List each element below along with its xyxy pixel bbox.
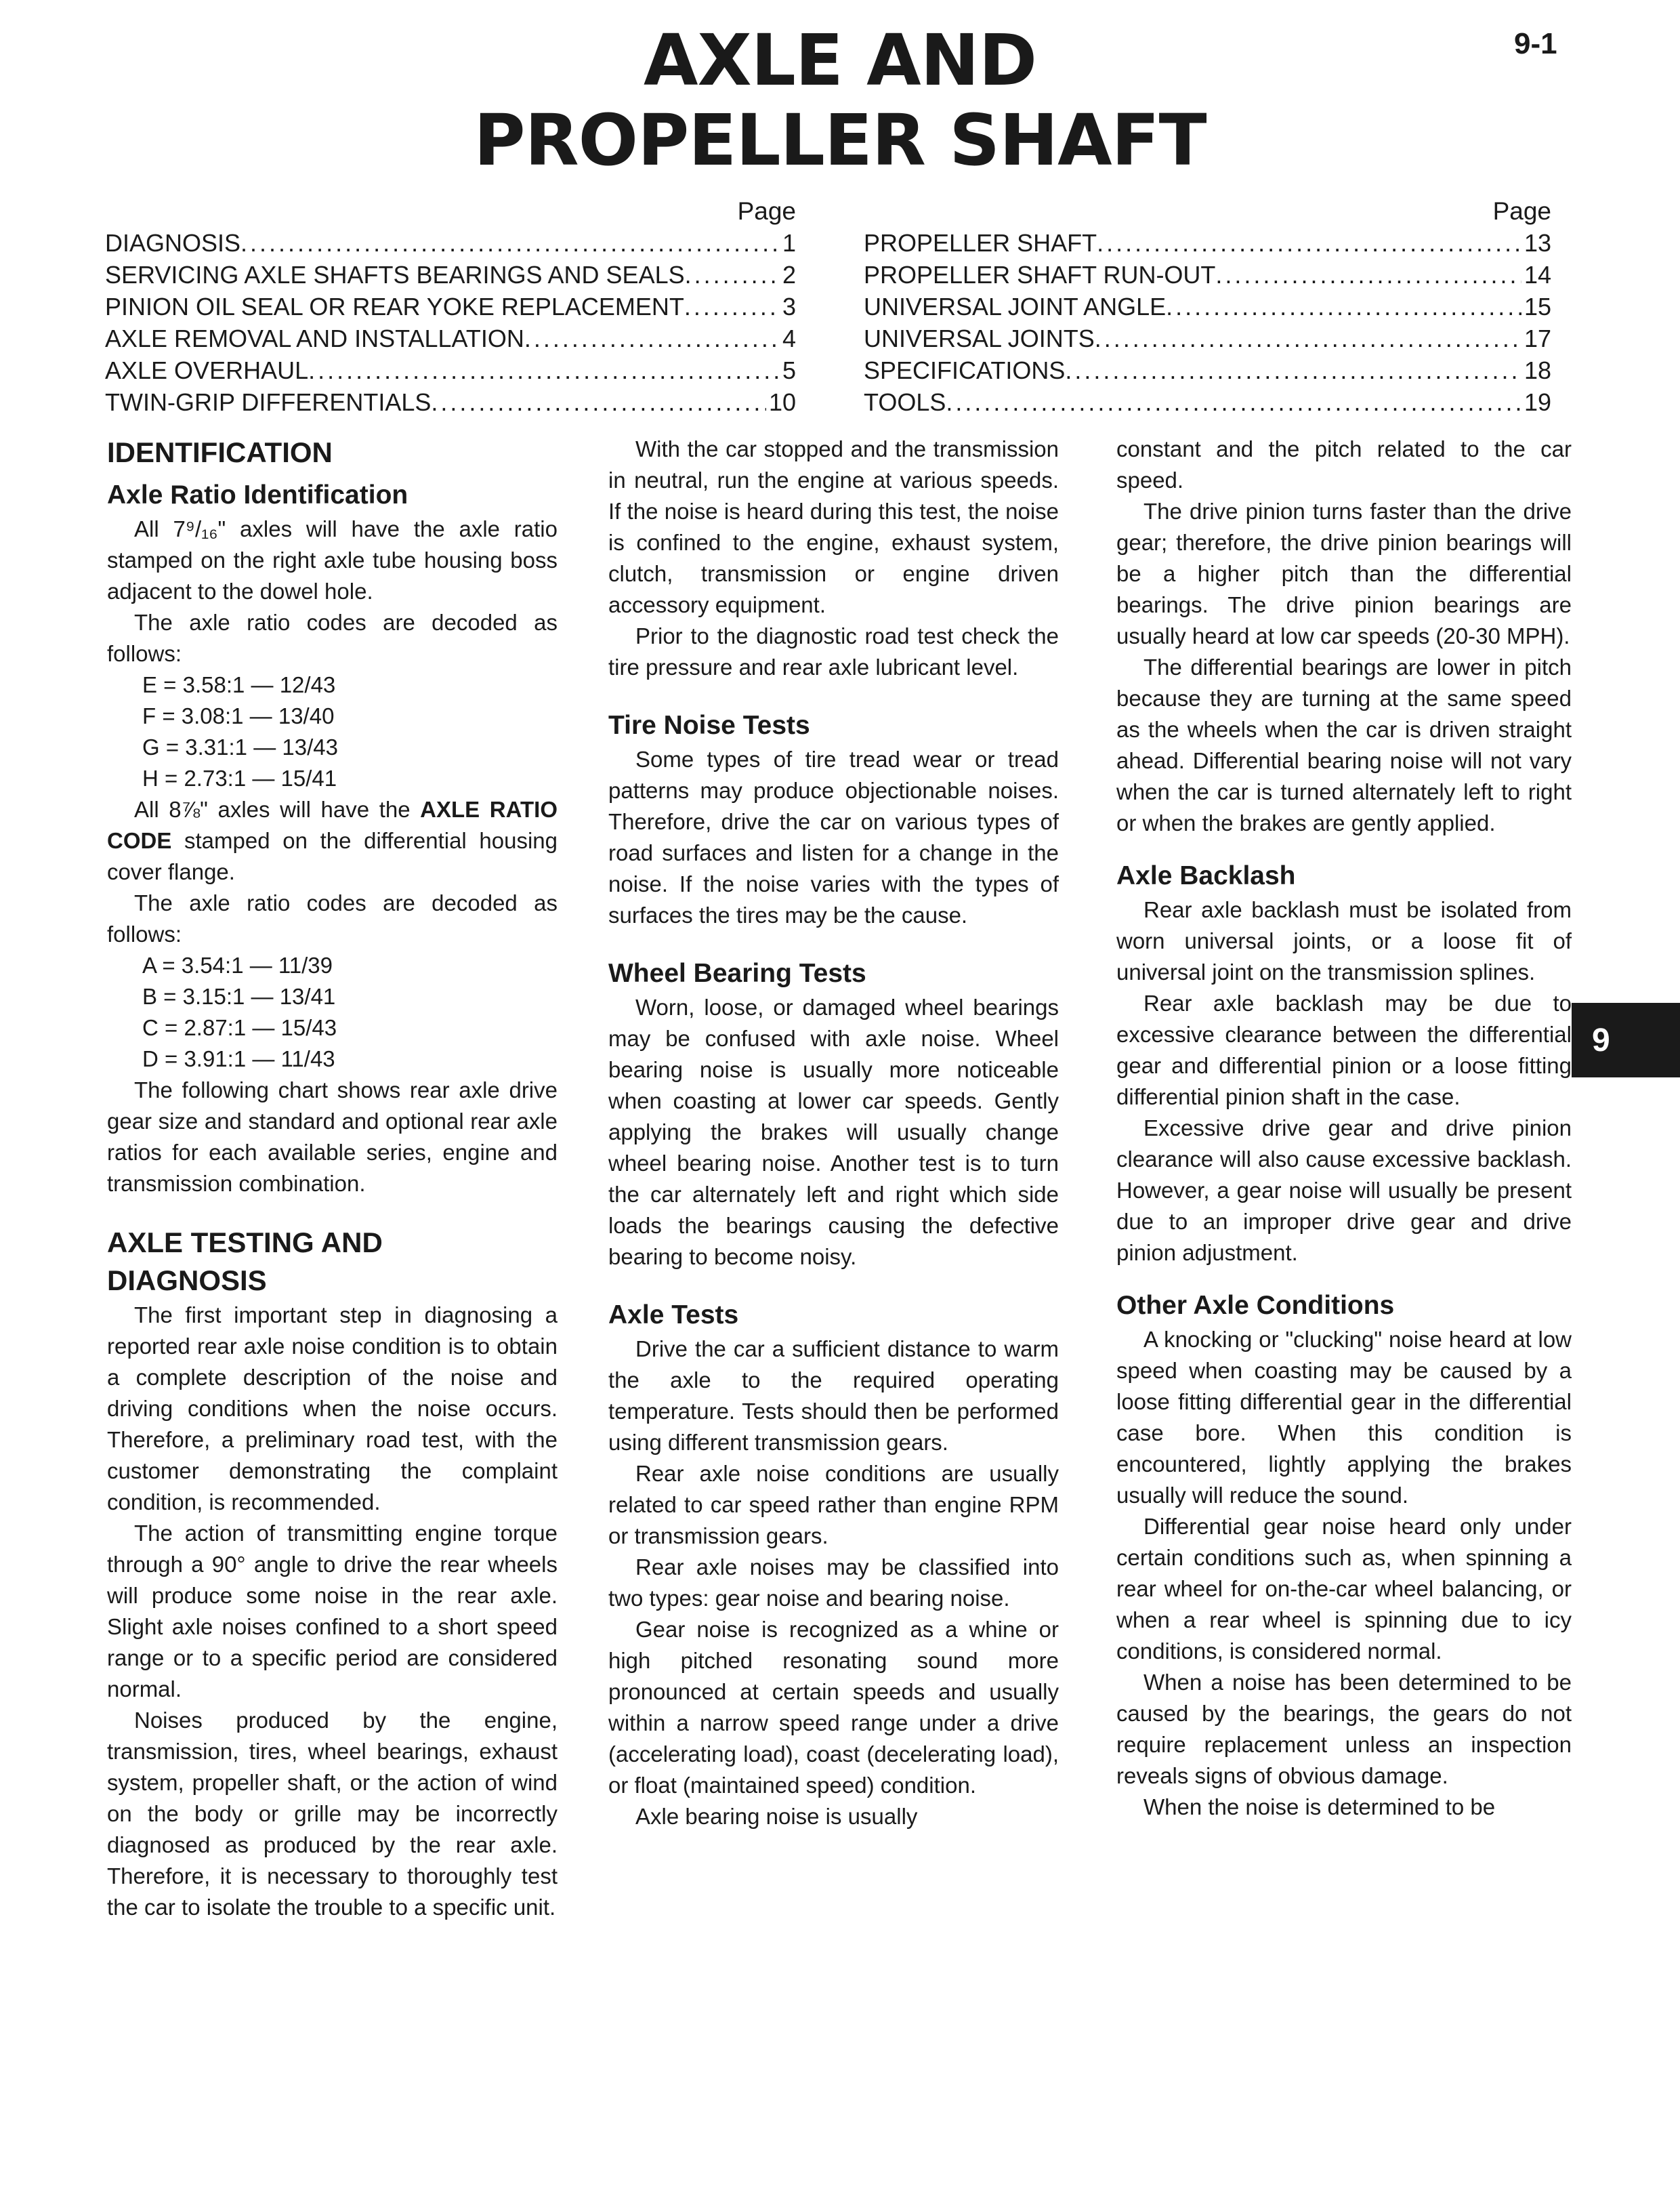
toc-entry[interactable] — [864, 259, 1551, 291]
toc-entry-label: PROPELLER SHAFT RUN-OUT — [864, 261, 1216, 289]
ratio-code: D = 3.91:1 — 11/43 — [142, 1046, 335, 1071]
toc-entry[interactable] — [864, 323, 1551, 354]
subheading-tire-noise: Tire Noise Tests — [608, 711, 810, 740]
toc-entry-page: 1 — [782, 229, 796, 257]
toc-entry-page: 15 — [1524, 293, 1551, 321]
subheading-wheel-bearing: Wheel Bearing Tests — [608, 959, 866, 988]
paragraph: A knocking or "clucking" noise heard at low speed when coasting may be caused by a loose fitting differential gear in the differential case bore. When this condition is encountered, lightly applying the brakes usually will reduce the sound. — [1116, 1327, 1572, 1508]
title-line-2: PROPELLER SHAFT — [474, 99, 1206, 182]
ratio-code: E = 3.58:1 — 12/43 — [142, 672, 336, 697]
toc-entry-page: 10 — [768, 388, 796, 416]
toc-entry-page: 18 — [1524, 356, 1551, 384]
ratio-code: G = 3.31:1 — 13/43 — [142, 735, 338, 760]
page-title — [0, 20, 1680, 180]
paragraph: Excessive drive gear and drive pinion clearance will also cause excessive backlash. However, a gear noise will usually be present due to an improper drive gear and drive pinion adjustment. — [1116, 1115, 1572, 1265]
subheading-axle-tests: Axle Tests — [608, 1300, 739, 1329]
toc-entry-label: AXLE OVERHAUL — [105, 356, 309, 384]
toc-page-heading: Page — [1492, 197, 1551, 225]
paragraph: Drive the car a sufficient distance to warm the axle to the required operating temperature. Tests should then be performed using different transmission gears. — [608, 1336, 1059, 1455]
text-column-1 — [107, 434, 558, 1923]
ratio-code: C = 2.87:1 — 15/43 — [142, 1015, 337, 1040]
toc-entry-page: 14 — [1524, 261, 1551, 289]
paragraph: All 8⅞" axles will have the AXLE RATIO CODE stamped on the differential housing cover flange. — [107, 797, 558, 884]
paragraph: When a noise has been determined to be caused by the bearings, the gears do not require replacement unless an inspection reveals signs of obvious damage. — [1116, 1670, 1572, 1788]
ratio-code: H = 2.73:1 — 15/41 — [142, 766, 337, 791]
ratio-code: A = 3.54:1 — 11/39 — [142, 953, 333, 978]
paragraph: Rear axle noises may be classified into two types: gear noise and bearing noise. — [608, 1554, 1059, 1611]
text-column-3 — [1116, 434, 1572, 1823]
paragraph: constant and the pitch related to the car speed. — [1116, 436, 1572, 493]
toc-entry-label: SERVICING AXLE SHAFTS BEARINGS AND SEALS — [105, 261, 685, 289]
toc-entry-label: DIAGNOSIS — [105, 229, 241, 257]
section-heading-identification: IDENTIFICATION — [107, 436, 333, 468]
axle-ratio-code-emphasis: AXLE RATIO CODE — [107, 797, 558, 853]
text-column-2 — [608, 434, 1059, 1832]
paragraph: Axle bearing noise is usually — [635, 1804, 918, 1829]
toc-entry[interactable] — [105, 259, 796, 291]
paragraph: Noises produced by the engine, transmission, tires, wheel bearings, exhaust system, propeller shaft, or the action of wind on the body or grille may be incorrectly diagnosed as produced by the rear axle. Therefore, it is necessary to thoroughly test the car to isolate the trouble to a specific unit. — [107, 1708, 558, 1920]
toc-entry[interactable] — [105, 227, 796, 259]
paragraph: The axle ratio codes are decoded as follows: — [107, 890, 558, 947]
toc-entry-label: PINION OIL SEAL OR REAR YOKE REPLACEMENT — [105, 293, 684, 321]
toc-entry-label: PROPELLER SHAFT — [864, 229, 1097, 257]
subheading-other-conditions: Other Axle Conditions — [1116, 1291, 1395, 1320]
toc-entry-label: UNIVERSAL JOINT ANGLE — [864, 293, 1167, 321]
paragraph: Some types of tire tread wear or tread patterns may produce objectionable noises. Therefore, drive the car on various types of road surfaces and listen for a change in the noise. If the noise varies with the types of surfaces the tires may be the cause. — [608, 747, 1059, 928]
table-of-contents-right — [864, 195, 1551, 418]
ratio-code: F = 3.08:1 — 13/40 — [142, 703, 335, 728]
paragraph: Rear axle noise conditions are usually related to car speed rather than engine RPM or transmission gears. — [608, 1461, 1059, 1548]
toc-entry[interactable] — [864, 354, 1551, 386]
paragraph: The following chart shows rear axle drive gear size and standard and optional rear axle ratios for each available series, engine and transmission combination. — [107, 1077, 558, 1196]
paragraph: Rear axle backlash must be isolated from worn universal joints, or a loose fit of universal joint on the transmission splines. — [1116, 897, 1572, 985]
paragraph: The drive pinion turns faster than the drive gear; therefore, the drive pinion bearings will be a higher pitch than the differential bearings. The drive pinion bearings are usually heard at low car speeds (20-30 MPH). — [1116, 499, 1572, 648]
toc-entry[interactable] — [864, 227, 1551, 259]
title-line-1: AXLE AND — [643, 19, 1037, 102]
toc-entry[interactable] — [105, 323, 796, 354]
toc-entry[interactable] — [864, 291, 1551, 323]
toc-entry-label: TOOLS — [864, 388, 946, 416]
paragraph: All 7⁹/₁₆" axles will have the axle ratio stamped on the right axle tube housing boss adjacent to the dowel hole. — [107, 516, 558, 604]
toc-page-heading: Page — [737, 197, 796, 225]
toc-entry-label: SPECIFICATIONS — [864, 356, 1066, 384]
page-number: 9-1 — [1514, 27, 1557, 60]
paragraph: Differential gear noise heard only under certain conditions such as, when spinning a rear wheel for on-the-car wheel balancing, or when a rear wheel is spinning due to icy conditions, is considered normal. — [1116, 1514, 1572, 1664]
toc-entry-page: 17 — [1524, 325, 1551, 352]
paragraph: The first important step in diagnosing a reported rear axle noise condition is to obtain a complete description of the noise and driving conditions when the noise occurs. Therefore, a preliminary road test, with the customer demonstrating the complaint condition, is recommended. — [107, 1302, 558, 1514]
toc-entry-page: 4 — [782, 325, 796, 352]
paragraph: Rear axle backlash may be due to excessive clearance between the differential gear and differential pinion or a loose fitting differential pinion shaft in the case. — [1116, 991, 1572, 1109]
paragraph: The action of transmitting engine torque through a 90° angle to drive the rear wheels will produce some noise in the rear axle. Slight axle noises confined to a short speed range or to a specific period are considered normal. — [107, 1521, 558, 1701]
toc-entry-label: UNIVERSAL JOINTS — [864, 325, 1095, 352]
ratio-code: B = 3.15:1 — 13/41 — [142, 984, 336, 1009]
section-tab-marker: 9 — [1572, 1003, 1680, 1077]
toc-entry[interactable] — [864, 386, 1551, 418]
toc-entry-page: 3 — [782, 293, 796, 321]
paragraph: The axle ratio codes are decoded as follows: — [107, 610, 558, 666]
toc-entry[interactable] — [105, 386, 796, 418]
paragraph: Gear noise is recognized as a whine or high pitched resonating sound more pronounced at certain speeds and usually within a narrow speed range under a drive (accelerating load), coast (decelerating load), or float (maintained speed) condition. — [608, 1617, 1059, 1798]
toc-entry-page: 19 — [1524, 388, 1551, 416]
toc-entry[interactable] — [105, 354, 796, 386]
paragraph: When the noise is determined to be — [1143, 1794, 1496, 1819]
section-heading-axle-testing: AXLE TESTING AND DIAGNOSIS — [107, 1226, 383, 1296]
paragraph: With the car stopped and the transmission in neutral, run the engine at various speeds. If the noise is heard during this test, the noise is confined to the engine, exhaust system, clutch, transmission or engine driven accessory equipment. — [608, 436, 1059, 617]
paragraph: The differential bearings are lower in pitch because they are turning at the same speed as the wheels when the car is driven straight ahead. Differential bearing noise will not vary when the car is turned alternately left to right or when the brakes are gently applied. — [1116, 655, 1572, 835]
subheading-axle-ratio: Axle Ratio Identification — [107, 480, 408, 510]
subheading-axle-backlash: Axle Backlash — [1116, 861, 1296, 890]
toc-entry-page: 13 — [1524, 229, 1551, 257]
table-of-contents-left — [105, 195, 796, 418]
toc-entry-page: 5 — [782, 356, 796, 384]
toc-entry-label: TWIN-GRIP DIFFERENTIALS — [105, 388, 432, 416]
toc-entry-label: AXLE REMOVAL AND INSTALLATION — [105, 325, 524, 352]
paragraph: Worn, loose, or damaged wheel bearings may be confused with axle noise. Wheel bearing noise is usually more noticeable when coasting at lower car speeds. Gently applying the brakes will usually change wheel bearing noise. Another test is to turn the car alternately left and right which side loads the bearings causing the defective bearing to become noisy. — [608, 995, 1059, 1269]
toc-entry-page: 2 — [782, 261, 796, 289]
paragraph: Prior to the diagnostic road test check the tire pressure and rear axle lubricant level. — [608, 623, 1059, 680]
toc-entry[interactable] — [105, 291, 796, 323]
